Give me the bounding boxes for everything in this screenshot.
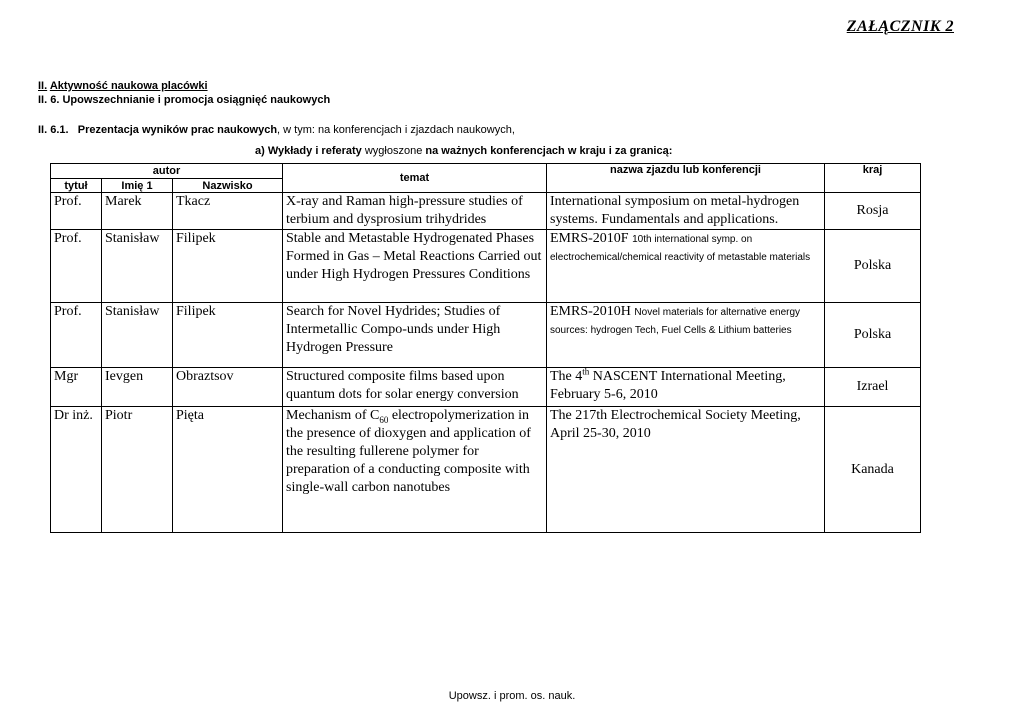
cell-konferencja — [547, 368, 825, 407]
section-heading-1 — [38, 80, 208, 92]
cell-temat: X-ray and Raman high-pressure studies of terbium and dysprosium trihydrides — [283, 193, 547, 230]
cell-imie: Piotr — [102, 407, 173, 533]
conference-name: EMRS-2010F — [550, 231, 629, 246]
cell-tytul: Mgr — [51, 368, 102, 407]
section-title-bold: Prezentacja wyników prac naukowych — [77, 124, 278, 136]
cell-temat: Stable and Metastable Hydrogenated Phases Formed in Gas – Metal Reactions Carried out under High Hydrogen Pressures Conditions — [283, 230, 547, 303]
cell-kraj: Polska — [825, 303, 921, 368]
cell-tytul: Prof. — [51, 303, 102, 368]
section-heading-2: II. 6. Upowszechnianie i promocja osiągnięć naukowych — [38, 94, 331, 106]
conference-desc: Novel materials for alternative energy sources: hydrogen Tech, Fuel Cells & Lithium batteries — [550, 307, 801, 336]
page-footer: Upowsz. i prom. os. nauk. — [448, 690, 576, 702]
section-heading-3 — [38, 124, 515, 136]
table-row — [51, 230, 921, 303]
topic-subscript: 60 — [379, 414, 389, 425]
cell-konferencja: International symposium on metal-hydrogen systems. Fundamentals and applications. — [547, 193, 825, 230]
cell-konferencja — [547, 230, 825, 303]
header-imie: Imię 1 — [102, 179, 173, 193]
cell-imie: Stanisław — [102, 303, 173, 368]
cell-tytul: Prof. — [51, 193, 102, 230]
conference-name: EMRS-2010H — [550, 304, 631, 319]
cell-nazwisko: Filipek — [173, 230, 283, 303]
cell-kraj: Rosja — [825, 193, 921, 230]
header-zjazd: nazwa zjazdu lub konferencji — [547, 164, 825, 193]
cell-nazwisko: Obraztsov — [173, 368, 283, 407]
cell-kraj: Izrael — [825, 368, 921, 407]
header-tytul: tytuł — [51, 179, 102, 193]
cell-imie: Ievgen — [102, 368, 173, 407]
table-row — [51, 407, 921, 533]
annex-title: ZAŁĄCZNIK 2 — [846, 18, 954, 35]
table-row — [51, 303, 921, 368]
conference-desc: 10th international symp. on electrochemical/chemical reactivity of metastable materials — [550, 234, 811, 263]
subsection-heading — [255, 145, 672, 157]
topic-b: electropolymerization in the presence of dioxygen and application of the resulting fullerene polymer for preparation of a conducting composite with single-wall carbon nanotubes — [286, 408, 531, 495]
subsection-part1: a) Wykłady i referaty — [255, 145, 362, 157]
header-kraj: kraj — [825, 164, 921, 193]
cell-tytul: Dr inż. — [51, 407, 102, 533]
header-temat: temat — [283, 164, 547, 193]
cell-kraj: Polska — [825, 230, 921, 303]
subsection-part2: wygłoszone — [361, 145, 426, 157]
header-nazwisko: Nazwisko — [173, 179, 283, 193]
section-title-rest: , w tym: na konferencjach i zjazdach naukowych, — [277, 124, 515, 136]
topic-a: Mechanism of C — [286, 408, 380, 423]
table-row — [51, 193, 921, 230]
section-number: II. — [38, 80, 48, 92]
cell-imie: Marek — [102, 193, 173, 230]
conference-name-b: NASCENT International Meeting, February 5-6, 2010 — [550, 369, 786, 402]
conference-superscript: th — [582, 366, 590, 377]
cell-nazwisko: Tkacz — [173, 193, 283, 230]
cell-temat: Structured composite films based upon quantum dots for solar energy conversion — [283, 368, 547, 407]
subsection-part3: na ważnych konferencjach w kraju i za granicą: — [425, 145, 673, 157]
table-row — [51, 368, 921, 407]
cell-imie: Stanisław — [102, 230, 173, 303]
header-autor: autor — [51, 164, 283, 179]
section-title: Aktywność naukowa placówki — [49, 80, 208, 92]
cell-tytul: Prof. — [51, 230, 102, 303]
conference-table — [50, 163, 921, 533]
cell-kraj: Kanada — [825, 407, 921, 533]
conference-name-a: The 4 — [550, 369, 583, 384]
cell-nazwisko: Filipek — [173, 303, 283, 368]
cell-temat: Search for Novel Hydrides; Studies of Intermetallic Compo-unds under High Hydrogen Pressure — [283, 303, 547, 368]
cell-nazwisko: Pięta — [173, 407, 283, 533]
cell-konferencja — [547, 303, 825, 368]
cell-konferencja: The 217th Electrochemical Society Meeting, April 25-30, 2010 — [547, 407, 825, 533]
cell-temat — [283, 407, 547, 533]
section-number: II. 6.1. — [38, 124, 69, 136]
